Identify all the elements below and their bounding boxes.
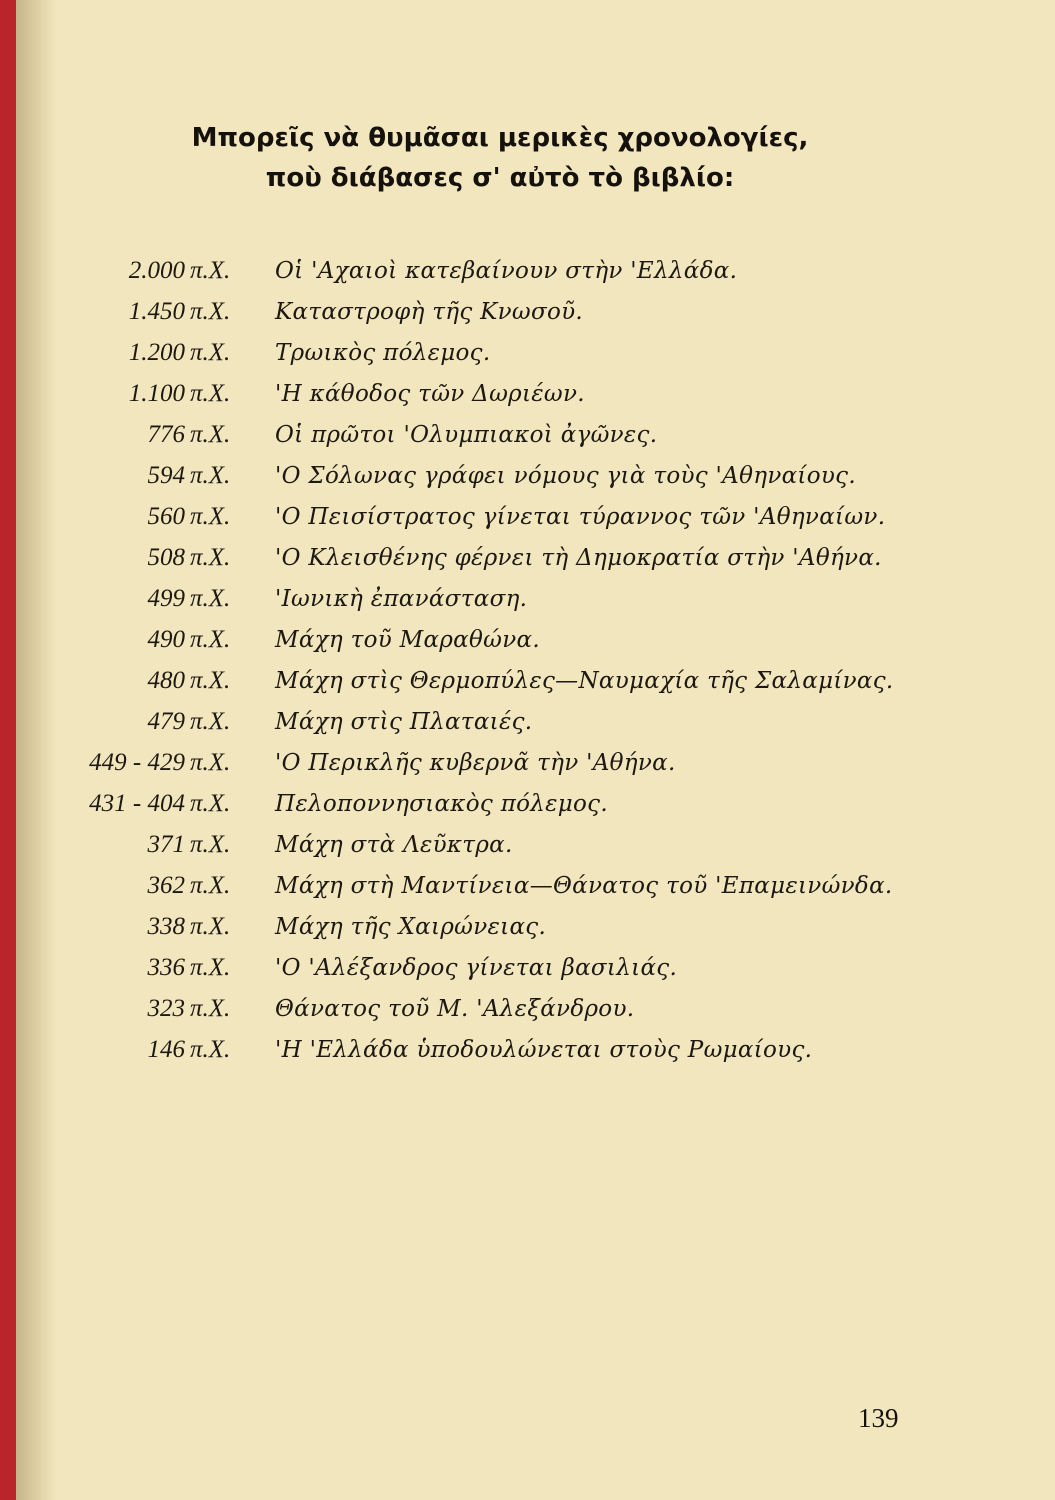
chronology-row [40,458,940,499]
chronology-year: 1.450 [128,298,185,325]
chronology-event: Μάχη τοῦ Μαραθώνα. [275,627,540,653]
chronology-year: 323 [147,995,185,1022]
chronology-era: π.Χ. [190,790,231,817]
chronology-event: 'Ο Περικλῆς κυβερνᾶ τὴν 'Αθήνα. [275,750,676,776]
chronology-row [40,253,940,294]
chronology-row [40,663,940,704]
chronology-event: Μάχη στὰ Λεῦκτρα. [275,832,513,858]
chronology-era: π.Χ. [190,503,231,530]
chronology-year: 449 - 429 [89,749,185,776]
chronology-year: 490 [147,626,185,653]
chronology-year: 560 [147,503,185,530]
chronology-year: 1.200 [128,339,185,366]
chronology-era: π.Χ. [190,257,231,284]
chronology-year: 146 [147,1036,185,1063]
heading-line-2: ποὺ διάβασες σ' αὐτὸ τὸ βιβλίο: [265,163,735,193]
book-binding-edge [0,0,16,1500]
chronology-era: π.Χ. [190,1036,231,1063]
chronology-row [40,540,940,581]
page-heading [150,118,850,198]
chronology-year: 480 [147,667,185,694]
chronology-event: 'Ο Σόλωνας γράφει νόμους γιὰ τοὺς 'Αθηναίους. [275,463,856,489]
chronology-year: 594 [147,462,185,489]
chronology-event: Μάχη στὶς Θερμοπύλες—Ναυμαχία τῆς Σαλαμίνας. [275,668,894,694]
chronology-event: Μάχη στὴ Μαντίνεια—Θάνατος τοῦ 'Επαμεινώνδα. [275,873,893,899]
chronology-event: 'Ο Πεισίστρατος γίνεται τύραννος τῶν 'Αθηναίων. [275,504,886,530]
chronology-era: π.Χ. [190,831,231,858]
chronology-era: π.Χ. [190,995,231,1022]
chronology-era: π.Χ. [190,954,231,981]
heading-line-1: Μπορεῖς νὰ θυμᾶσαι μερικὲς χρονολογίες, [191,123,809,153]
chronology-row [40,417,940,458]
chronology-era: π.Χ. [190,749,231,776]
chronology-event: 'Ο Κλεισθένης φέρνει τὴ Δημοκρατία στὴν 'Αθήνα. [275,545,882,571]
chronology-row [40,581,940,622]
chronology-row [40,622,940,663]
chronology-year: 776 [147,421,185,448]
chronology-event: Πελοποννησιακὸς πόλεμος. [275,791,608,817]
chronology-event: Οἱ 'Αχαιοὶ κατεβαίνουν στὴν 'Ελλάδα. [275,258,738,284]
chronology-year: 431 - 404 [89,790,185,817]
chronology-row [40,827,940,868]
chronology-table [40,253,940,1073]
chronology-era: π.Χ. [190,380,231,407]
chronology-era: π.Χ. [190,298,231,325]
page-number: 139 [858,1403,899,1433]
chronology-event: Μάχη στὶς Πλαταιές. [275,709,533,735]
chronology-era: π.Χ. [190,667,231,694]
chronology-year: 1.100 [128,380,185,407]
chronology-event: 'Ιωνικὴ ἐπανάσταση. [275,586,528,612]
chronology-row [40,294,940,335]
chronology-era: π.Χ. [190,462,231,489]
chronology-year: 479 [147,708,185,735]
chronology-year: 362 [147,872,185,899]
chronology-event: Μάχη τῆς Χαιρώνειας. [275,914,547,940]
chronology-event: 'Η 'Ελλάδα ὑποδουλώνεται στοὺς Ρωμαίους. [275,1037,813,1063]
chronology-event: 'Ο 'Αλέξανδρος γίνεται βασιλιάς. [275,955,678,981]
chronology-event: 'Η κάθοδος τῶν Δωριέων. [275,381,585,407]
chronology-era: π.Χ. [190,913,231,940]
chronology-row [40,950,940,991]
chronology-year: 499 [147,585,185,612]
chronology-year: 508 [147,544,185,571]
chronology-era: π.Χ. [190,339,231,366]
chronology-era: π.Χ. [190,585,231,612]
chronology-row [40,1032,940,1073]
chronology-row [40,909,940,950]
chronology-era: π.Χ. [190,708,231,735]
chronology-year: 336 [147,954,185,981]
chronology-era: π.Χ. [190,544,231,571]
chronology-row [40,991,940,1032]
chronology-row [40,868,940,909]
chronology-event: Καταστροφὴ τῆς Κνωσοῦ. [275,299,584,325]
chronology-event: Οἱ πρῶτοι 'Ολυμπιακοὶ ἀγῶνες. [275,422,658,448]
chronology-era: π.Χ. [190,626,231,653]
chronology-row [40,376,940,417]
chronology-year: 371 [147,831,185,858]
chronology-era: π.Χ. [190,872,231,899]
chronology-era: π.Χ. [190,421,231,448]
chronology-year: 338 [147,913,185,940]
chronology-event: Θάνατος τοῦ Μ. 'Αλεξάνδρου. [275,996,635,1022]
chronology-row [40,335,940,376]
chronology-event: Τρωικὸς πόλεμος. [275,340,491,366]
chronology-year: 2.000 [128,257,185,284]
chronology-row [40,499,940,540]
chronology-row [40,786,940,827]
chronology-row [40,704,940,745]
chronology-row [40,745,940,786]
